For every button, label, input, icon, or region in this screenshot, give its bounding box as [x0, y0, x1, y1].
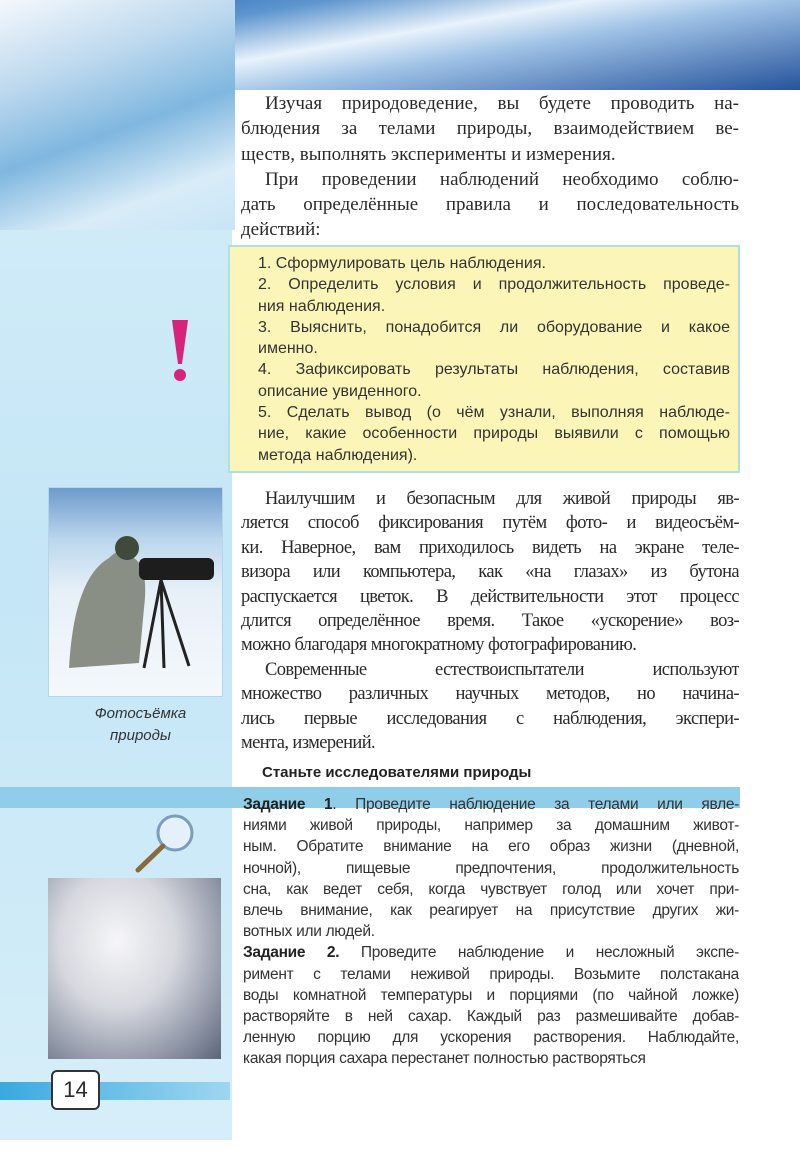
text-line: римент с телами неживой природы. Возьмите полстакана — [243, 965, 739, 983]
magnifier-icon — [133, 812, 197, 874]
tasks-text — [243, 794, 739, 1069]
intro-paragraph — [241, 91, 739, 243]
text-line: 5. Сделать вывод (о чём узнали, выполняя наблюде- — [258, 404, 730, 422]
text-line: При проведении наблюдений необходимо соблю- — [265, 168, 739, 190]
text-line: можно благодаря многократному фотографированию. — [241, 635, 637, 656]
text-line: метода наблюдения). — [258, 446, 418, 464]
text-line: 3. Выяснить, понадобится ли оборудование и какое — [258, 318, 730, 336]
text-line: блюдения за телами природы, взаимодействием ве- — [241, 118, 739, 140]
text-line: ние, какие особенности природы выявили с помощью — [258, 425, 730, 443]
text-line: какая порция сахара перестанет полностью растворяться — [243, 1050, 646, 1068]
text-line: именно. — [258, 340, 318, 358]
page-number-band — [0, 1082, 230, 1100]
text-line — [243, 942, 739, 963]
section-heading: Станьте исследователями природы — [262, 764, 532, 781]
text-line: растворяйте в ней сахар. Каждый раз размешивайте добав- — [243, 1007, 739, 1025]
rules-list — [258, 253, 730, 466]
text-line: влечь внимание, как реагирует на присутствие других жи- — [243, 901, 739, 919]
text-line: ленную порцию для ускорения растворения. Наблюдайте, — [243, 1029, 739, 1047]
text-line: 4. Зафиксировать результаты наблюдения, составив — [258, 361, 730, 379]
task-text: Проведите наблюдение и несложный экспе- — [339, 944, 739, 962]
text-line: дать определённые правила и последовательность — [241, 194, 739, 216]
exclamation-icon — [166, 318, 194, 384]
cat-photo — [48, 878, 221, 1059]
text-line: визора или компьютера, как «на глазах» из бутона — [241, 562, 739, 583]
text-line: ществ, выполнять эксперименты и измерения. — [241, 143, 616, 165]
text-line — [243, 794, 739, 815]
text-line: описание увиденного. — [258, 382, 422, 400]
text-line: вотных или людей. — [243, 923, 375, 941]
text-line: воды комнатной температуры и порциями (по чайной ложке) — [243, 986, 739, 1004]
text-line: ным. Обратите внимание на его образ жизни (дневной, — [243, 838, 739, 856]
text-line: распускается цветок. В действительности этот процесс — [241, 586, 739, 607]
text-line: ниями живой природы, например за домашним живот- — [243, 817, 739, 835]
rules-box — [228, 245, 740, 473]
text-line: ночной), пищевые предпочтения, продолжительность — [243, 859, 739, 877]
page-number: 14 — [51, 1070, 100, 1110]
text-line: сна, как ведет себя, когда чувствует голод или хочет при- — [243, 880, 739, 898]
text-line: мента, измерений. — [241, 732, 376, 753]
caption-line: Фотосъёмка — [94, 705, 187, 722]
body-paragraph — [241, 487, 739, 755]
photographer-photo — [48, 487, 223, 697]
text-line: лись первые исследования с наблюдения, экспери- — [241, 708, 739, 729]
task-text: . Проведите наблюдение за телами или явле- — [332, 796, 739, 813]
text-line: 1. Сформулировать цель наблюдения. — [258, 255, 546, 272]
text-line: ляется способ фиксирования путём фото- и видеосъём- — [241, 513, 739, 534]
text-line: Изучая природоведение, вы будете проводить на- — [265, 93, 739, 114]
text-line: ния наблюдения. — [258, 297, 386, 315]
photo-caption — [48, 703, 233, 747]
text-line: Наилучшим и безопасным для живой природы яв- — [265, 489, 739, 509]
glacier-image — [0, 0, 235, 230]
text-line: 2. Определить условия и продолжительность проведе- — [258, 276, 730, 294]
caption-line: природы — [110, 727, 171, 744]
text-line: длится определённое время. Такое «ускорение» воз- — [241, 610, 739, 631]
text-line: Современные естествоиспытатели используют — [265, 659, 739, 680]
text-line: ки. Наверное, вам приходилось видеть на экране теле- — [241, 537, 739, 558]
text-line: множество различных научных методов, но начина- — [241, 684, 739, 705]
text-line: действий: — [241, 219, 321, 241]
task-label: Задание 2. — [243, 944, 340, 962]
task-label: Задание 1 — [243, 796, 333, 813]
